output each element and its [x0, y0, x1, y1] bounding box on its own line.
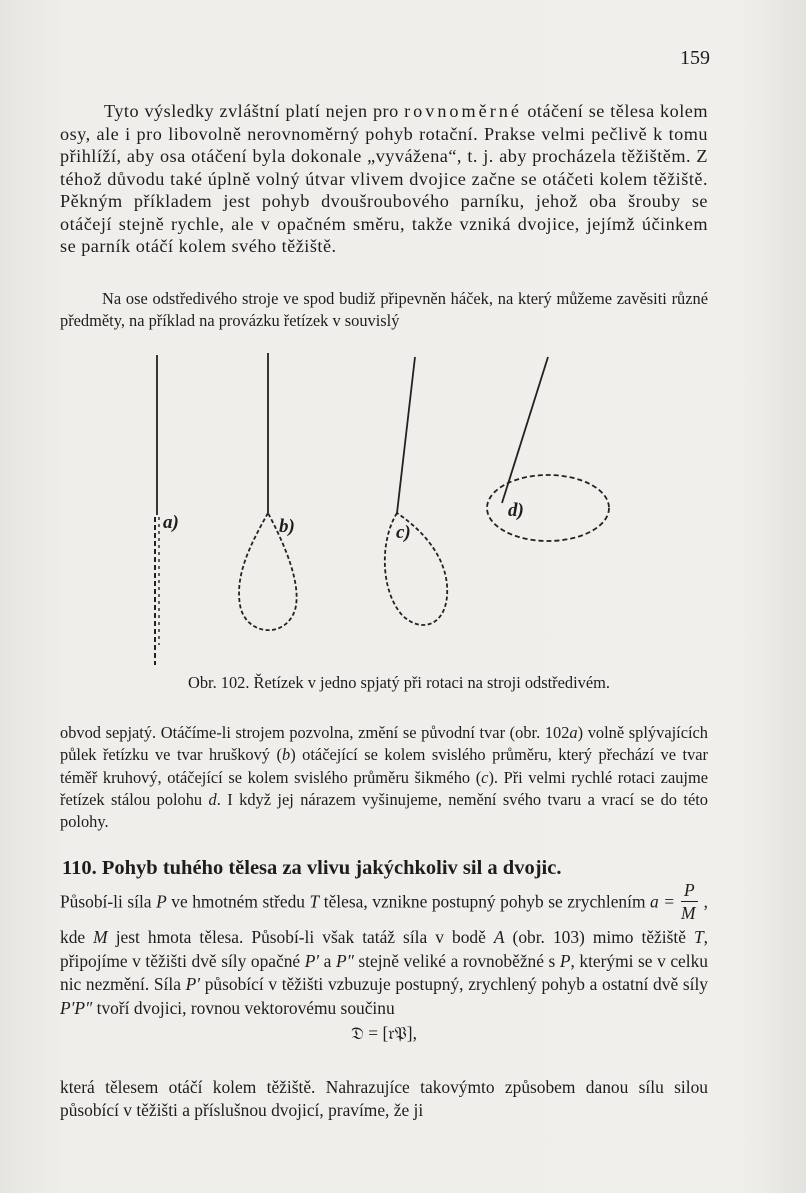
figure-caption: Obr. 102. Řetízek v jedno spjatý při rotaci na stroji odstředivém. — [188, 673, 610, 692]
text-run: ) volně splývajících půlek řetízku ve tvar hruškový ( — [60, 723, 708, 765]
text-run: a — [319, 950, 336, 971]
paragraph-5: která tělesem otáčí kolem těžiště. Nahrazujíce takovýmto způsobem danou sílu silou působící v těžišti a příslušnou dvojicí, pravíme, že ji — [60, 1077, 708, 1120]
math-symbol: a = — [650, 891, 676, 912]
paragraph-3 — [60, 722, 708, 833]
italic-ref: a — [569, 723, 578, 742]
page-number: 159 — [680, 47, 710, 69]
text-run: stejně veliké a rovnoběžné s — [353, 950, 560, 971]
math-symbol: P′ — [185, 974, 201, 994]
text-run: obvod sepjatý. Otáčíme-li strojem pozvolna, změní se původní tvar (obr. 102 — [60, 723, 570, 742]
text-run: . I když jej nárazem vyšinujeme, nemění svého tvaru a vrací se do této polohy. — [60, 789, 708, 832]
fraction-denominator: M — [681, 903, 696, 923]
shaft-c — [397, 357, 415, 513]
italic-ref: b — [281, 745, 291, 765]
math-symbol: P′ — [304, 950, 320, 971]
emphasized-word: rovnoměrné — [404, 101, 522, 121]
text-run: otáčení se tělesa kolem osy, ale i pro libovolně nerovnoměrný pohyb rotační. Prakse velmi pečlivě k tomu přihlíží, aby osa otáčení byla dokonale „vyvážena“, t. j. aby procházela těžištěm. Z téhož důvodu také úplně volný útvar vlivem dvojice začne se otáčeti kolem těžiště. Pěkným příkladem jest pohyb dvoušroubového parníku, jehož oba šrouby se otáčejí stejně rychle, ale v opačném směru, takže vzniká dvojice, jejímž účinkem se parník otáčí kolem svého těžiště. — [60, 101, 709, 256]
section-heading: 110. Pohyb tuhého tělesa za vlivu jakýchkoliv sil a dvojic. — [62, 857, 562, 879]
figure-102-chain-shapes — [110, 345, 670, 675]
math-symbol: M — [93, 927, 108, 947]
paragraph-4 — [60, 881, 708, 1048]
paragraph-1 — [60, 100, 708, 258]
formula-torque: 𝔇 = [𝔯𝔓], — [351, 1023, 417, 1043]
label-d: d) — [508, 500, 524, 521]
text-run: ve hmotném středu — [166, 891, 310, 912]
label-c: c) — [396, 522, 411, 543]
chain-c — [385, 513, 447, 625]
text-run: působící v těžišti vzbuzuje postupný, zrychlený pohyb a ostatní dvě síly — [200, 974, 708, 994]
math-symbol: P″ — [335, 950, 354, 971]
math-symbol: T — [309, 891, 320, 912]
text-run: tělesa, vznikne postupný pohyb se zrychlením — [319, 891, 651, 912]
text-run: ). Při velmi rychlé rotaci zaujme řetízek stálou polohu — [60, 767, 708, 809]
math-symbol: P — [559, 950, 571, 971]
italic-ref: c — [481, 767, 489, 787]
label-a: a) — [163, 512, 179, 533]
text-run: , kde — [60, 891, 708, 947]
text-run: (obr. 103) mimo těžiště — [504, 927, 694, 947]
text-run: , kterými se v celku nic nezmění. Síla — [60, 950, 708, 994]
text-run: , připojíme v těžišti dvě síly opačné — [60, 927, 708, 971]
italic-ref: d — [208, 789, 217, 809]
text-run: Působí-li síla — [60, 891, 157, 912]
text-run: tvoří dvojici, rovnou vektorovému součinu — [92, 997, 395, 1018]
paragraph-2: Na ose odstředivého stroje ve spod budiž připevněn háček, na který můžeme zavěsiti různé předměty, na příklad na provázku řetízek v souvislý — [60, 289, 708, 330]
label-b: b) — [279, 516, 295, 537]
chain-d — [487, 475, 609, 541]
fraction-numerator: P — [681, 879, 698, 902]
text-run: jest hmota tělesa. Působí-li však tatáž síla v bodě — [107, 927, 494, 947]
math-symbol: P′P″ — [60, 997, 93, 1018]
fraction — [681, 879, 698, 924]
math-symbol: T — [693, 927, 704, 947]
shaft-d — [502, 357, 548, 503]
math-symbol: A — [493, 927, 505, 947]
text-run: ) otáčející se kolem svislého průměru, který přechází ve tvar téměř kruhový, otáčející se kolem svislého průměru šikmého ( — [60, 745, 708, 787]
math-symbol: P — [156, 891, 167, 912]
text-run: Tyto výsledky zvláštní platí nejen pro — [104, 101, 405, 121]
